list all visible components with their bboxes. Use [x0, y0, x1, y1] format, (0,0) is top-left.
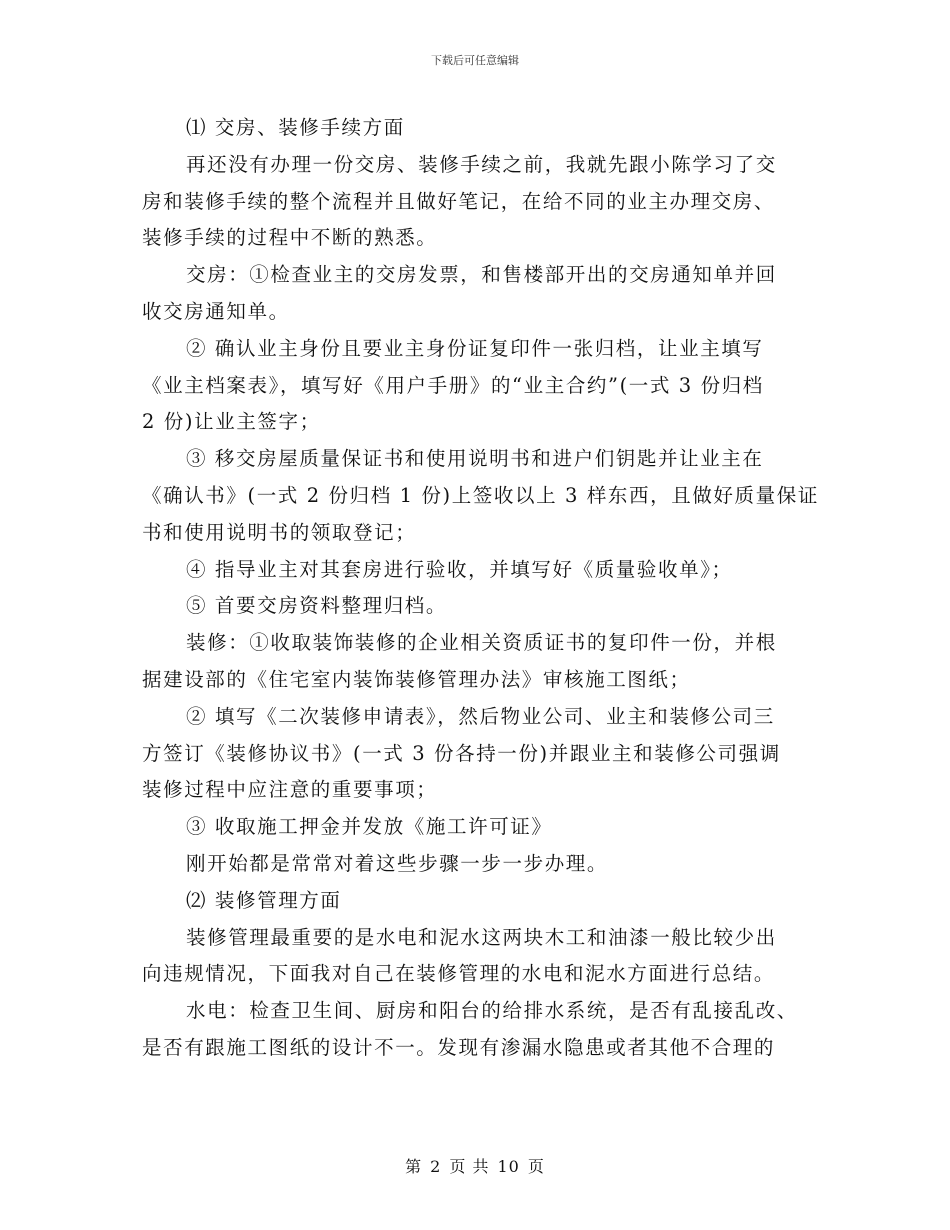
paragraph-line: 书和使用说明书的领取登记； [142, 520, 417, 544]
current-page-number: 2 [430, 1157, 442, 1176]
paragraph-line: 是否有跟施工图纸的设计不一。发现有渗漏水隐患或者其他不合理的 [142, 1035, 776, 1059]
paragraph-line: ③ 移交房屋质量保证书和使用说明书和进户们钥匙并让业主在 [186, 447, 764, 471]
paragraph-line: ⑤ 首要交房资料整理归档。 [186, 594, 447, 618]
page-header: 下载后可任意编辑 [431, 54, 519, 67]
paragraph-line: ③ 收取施工押金并发放《施工许可证》 [186, 815, 553, 839]
paragraph-line: 方签订《装修协议书》(一式 3 份各持一份)并跟业主和装修公司强调 [142, 741, 781, 765]
section-heading: ⑴ 交房、装修手续方面 [186, 116, 405, 139]
footer-suffix: 页 [527, 1157, 545, 1176]
document-body [142, 110, 819, 1067]
paragraph-line: 房和装修手续的整个流程并且做好笔记，在给不同的业主办理交房、 [142, 189, 776, 213]
paragraph-line: 装修管理最重要的是水电和泥水这两块木工和油漆一般比较少出 [186, 925, 777, 949]
paragraph-line: 据建设部的《住宅室内装饰装修管理办法》审核施工图纸； [142, 667, 691, 691]
paragraph-line: 刚开始都是常常对着这些步骤一步一步办理。 [186, 851, 609, 875]
paragraph-line: 水电：检查卫生间、厨房和阳台的给排水系统，是否有乱接乱改、 [186, 999, 798, 1023]
paragraph-line: 装修：①收取装饰装修的企业相关资质证书的复印件一份，并根 [186, 631, 777, 655]
paragraph-line: ④ 指导业主对其套房进行验收，并填写好《质量验收单》； [186, 557, 733, 581]
paragraph-line: 向违规情况，下面我对自己在装修管理的水电和泥水方面进行总结。 [142, 962, 776, 986]
paragraph-line: 《确认书》(一式 2 份归档 1 份)上签收以上 3 样东西，且做好质量保证 [142, 483, 819, 507]
paragraph-line: 再还没有办理一份交房、装修手续之前，我就先跟小陈学习了交 [186, 152, 777, 176]
paragraph-line: 交房：①检查业主的交房发票，和售楼部开出的交房通知单并回 [186, 263, 777, 287]
page-footer [0, 1154, 950, 1177]
paragraph-line: 装修过程中应注意的重要事项； [142, 778, 438, 802]
section-heading: ⑵ 装修管理方面 [186, 888, 342, 912]
paragraph-line: 装修手续的过程中不断的熟悉。 [142, 226, 438, 250]
total-page-count: 10 [497, 1157, 520, 1176]
paragraph-line: ② 确认业主身份且要业主身份证复印件一张归档，让业主填写 [186, 336, 764, 360]
paragraph-line: 2 份)让业主签字； [142, 410, 321, 434]
footer-prefix: 第 [405, 1157, 423, 1176]
paragraph-line: 收交房通知单。 [142, 299, 290, 323]
footer-middle: 页 共 [449, 1157, 490, 1176]
paragraph-line: 《业主档案表》，填写好《用户手册》的“业主合约”(一式 3 份归档 [142, 373, 764, 397]
paragraph-line: ② 填写《二次装修申请表》，然后物业公司、业主和装修公司三 [186, 704, 775, 728]
